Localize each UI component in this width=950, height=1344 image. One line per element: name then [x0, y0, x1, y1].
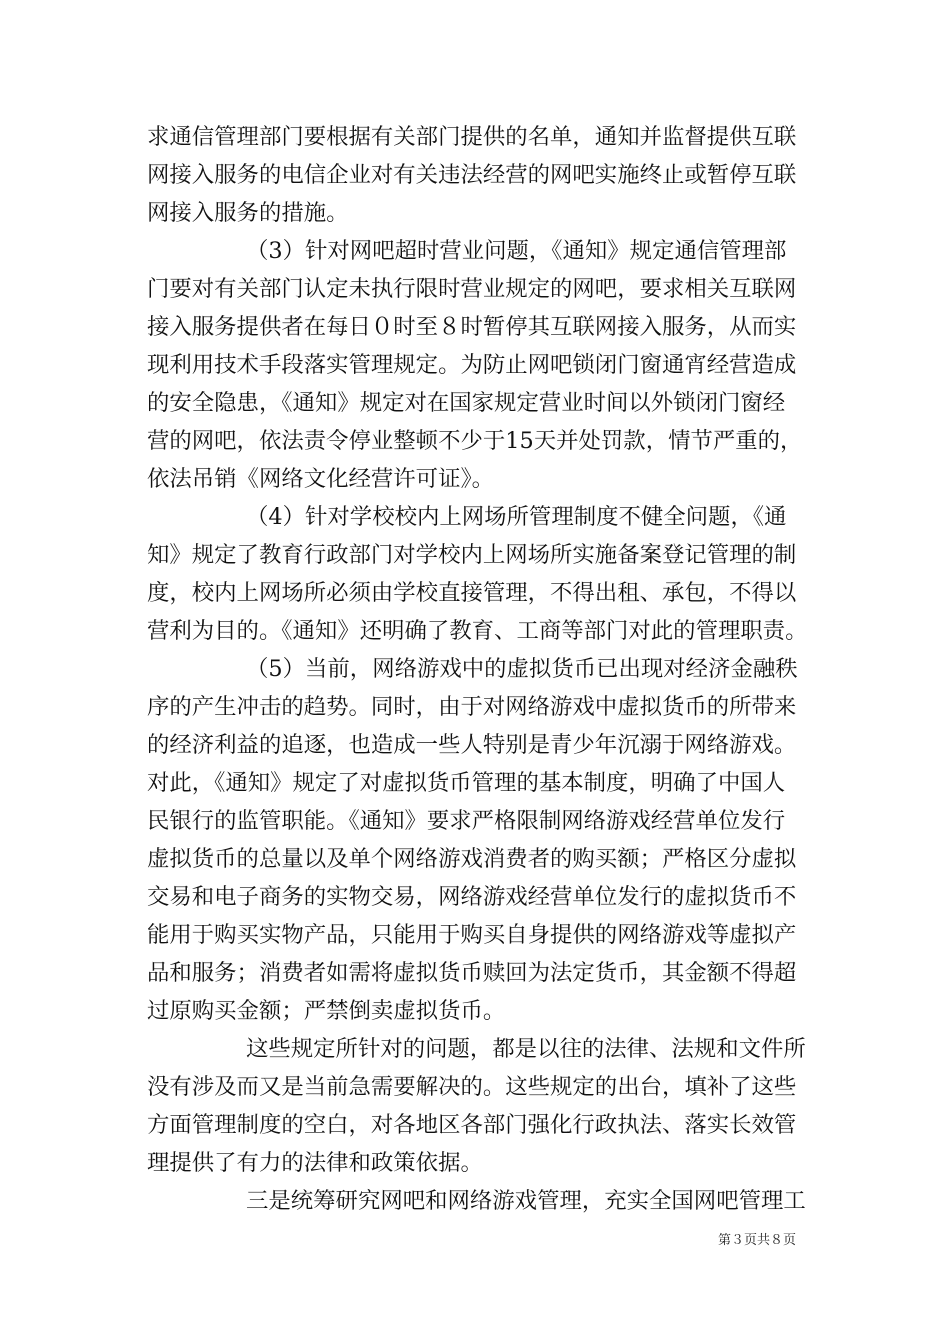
text-line: 网接入服务的措施。: [147, 200, 349, 226]
text-line: 品和服务；消费者如需将虚拟货币赎回为法定货币，其金额不得超: [147, 960, 797, 986]
text-line: 过原购买金额；严禁倒卖虚拟货币。: [147, 998, 506, 1024]
text-line: 求通信管理部门要根据有关部门提供的名单，通知并监督提供互联: [147, 124, 797, 150]
text-line: 的安全隐患，《通知》规定对在国家规定营业时间以外锁闭门窗经: [147, 390, 786, 416]
text-line: 营的网吧，依法责令停业整顿不少于15天并处罚款，情节严重的，: [147, 428, 803, 454]
text-line: 方面管理制度的空白，对各地区各部门强化行政执法、落实长效管: [147, 1112, 797, 1138]
paragraph-start-line: 三是统筹研究网吧和网络游戏管理，充实全国网吧管理工: [246, 1188, 806, 1214]
page-number-footer: 第３页共８页: [718, 1233, 797, 1248]
text-line: 虚拟货币的总量以及单个网络游戏消费者的购买额；严格区分虚拟: [147, 846, 797, 872]
text-line: 对此，《通知》规定了对虚拟货币管理的基本制度，明确了中国人: [147, 770, 786, 796]
text-line: 知》规定了教育行政部门对学校内上网场所实施备案登记管理的制: [147, 542, 797, 568]
text-line: 度，校内上网场所必须由学校直接管理，不得出租、承包，不得以: [147, 580, 797, 606]
text-line: 门要对有关部门认定未执行限时营业规定的网吧，要求相关互联网: [147, 276, 797, 302]
text-line: 交易和电子商务的实物交易，网络游戏经营单位发行的虚拟货币不: [147, 884, 797, 910]
text-line: 序的产生冲击的趋势。同时，由于对网络游戏中虚拟货币的所带来: [147, 694, 797, 720]
paragraph-start-line: （4）针对学校校内上网场所管理制度不健全问题，《通: [246, 504, 787, 530]
text-line: 能用于购买实物产品，只能用于购买自身提供的网络游戏等虚拟产: [147, 922, 797, 948]
text-line: 理提供了有力的法律和政策依据。: [147, 1150, 483, 1176]
paragraph-start-line: （3）针对网吧超时营业问题，《通知》规定通信管理部: [246, 238, 787, 264]
text-line: 没有涉及而又是当前急需要解决的。这些规定的出台，填补了这些: [147, 1074, 797, 1100]
text-line: 依法吊销《网络文化经营许可证》。: [147, 466, 495, 492]
text-line: 网接入服务的电信企业对有关违法经营的网吧实施终止或暂停互联: [147, 162, 797, 188]
text-line: 接入服务提供者在每日０时至８时暂停其互联网接入服务，从而实: [147, 314, 797, 340]
paragraph-start-line: （5）当前，网络游戏中的虚拟货币已出现对经济金融秩: [246, 656, 798, 682]
text-line: 的经济利益的追逐，也造成一些人特别是青少年沉溺于网络游戏。: [147, 732, 797, 758]
text-line: 现利用技术手段落实管理规定。为防止网吧锁闭门窗通宵经营造成: [147, 352, 797, 378]
paragraph-start-line: 这些规定所针对的问题，都是以往的法律、法规和文件所: [246, 1036, 806, 1062]
text-line: 营利为目的。《通知》还明确了教育、工商等部门对此的管理职责。: [147, 618, 808, 644]
text-line: 民银行的监管职能。《通知》要求严格限制网络游戏经营单位发行: [147, 808, 786, 834]
